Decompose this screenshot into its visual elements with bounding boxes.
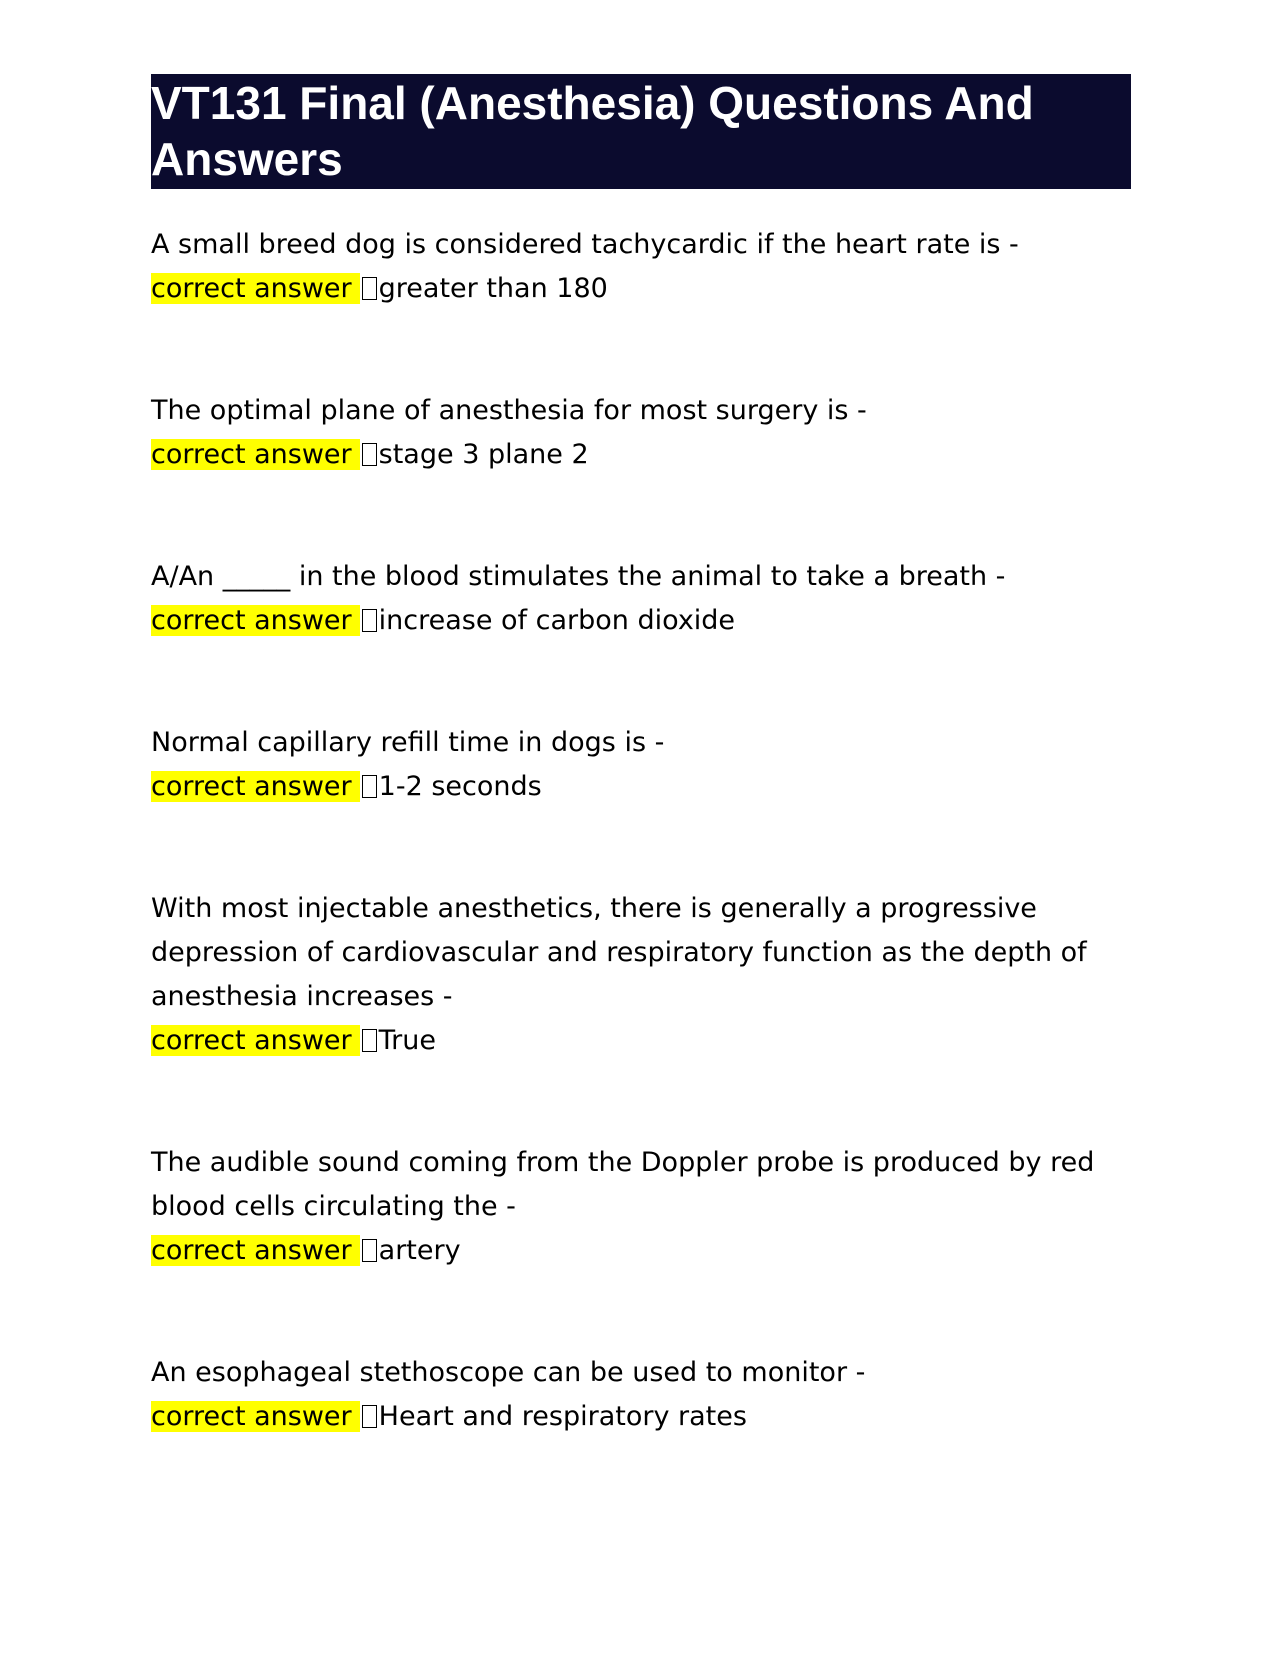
question-text: Normal capillary refill time in dogs is - <box>151 727 665 758</box>
document-title: VT131 Final (Anesthesia) Questions And Answers <box>151 74 1131 189</box>
box-glyph-icon <box>362 775 377 798</box>
document-body <box>151 74 1131 1517</box>
answer-line <box>151 765 1131 809</box>
correct-answer-label: correct answer <box>151 439 360 470</box>
question-text: An esophageal stethoscope can be used to monitor - <box>151 1357 866 1388</box>
box-glyph-icon <box>362 1239 377 1262</box>
question-text: A/An _____ in the blood stimulates the animal to take a breath - <box>151 561 1006 592</box>
qa-item <box>151 555 1131 643</box>
answer-line <box>151 599 1131 643</box>
box-glyph-icon <box>362 443 377 466</box>
answer-text: stage 3 plane 2 <box>378 439 589 470</box>
box-glyph-icon <box>362 1405 377 1428</box>
correct-answer-label: correct answer <box>151 771 360 802</box>
correct-answer-label: correct answer <box>151 605 360 636</box>
question-text: The audible sound coming from the Doppler probe is produced by red blood cells circulating the - <box>151 1147 1095 1222</box>
answer-text: increase of carbon dioxide <box>378 605 736 636</box>
box-glyph-icon <box>362 1029 377 1052</box>
answer-line <box>151 267 1131 311</box>
answer-line <box>151 433 1131 477</box>
qa-item <box>151 1141 1131 1273</box>
answer-text: artery <box>378 1235 461 1266</box>
correct-answer-label: correct answer <box>151 273 360 304</box>
answer-text: greater than 180 <box>378 273 608 304</box>
answer-text: True <box>378 1025 437 1056</box>
answer-text: Heart and respiratory rates <box>378 1401 747 1432</box>
qa-list <box>151 223 1131 1439</box>
question-text: The optimal plane of anesthesia for most surgery is - <box>151 395 867 426</box>
question-text: With most injectable anesthetics, there is generally a progressive depression of cardiovascular and respiratory function as the depth of anesthesia increases - <box>151 893 1087 1012</box>
answer-line <box>151 1229 1131 1273</box>
box-glyph-icon <box>362 277 377 300</box>
box-glyph-icon <box>362 609 377 632</box>
answer-line <box>151 1019 1131 1063</box>
qa-item <box>151 887 1131 1063</box>
qa-item <box>151 223 1131 311</box>
correct-answer-label: correct answer <box>151 1025 360 1056</box>
correct-answer-label: correct answer <box>151 1235 360 1266</box>
qa-item <box>151 721 1131 809</box>
answer-line <box>151 1395 1131 1439</box>
qa-item <box>151 389 1131 477</box>
correct-answer-label: correct answer <box>151 1401 360 1432</box>
answer-text: 1-2 seconds <box>378 771 542 802</box>
question-text: A small breed dog is considered tachycardic if the heart rate is - <box>151 229 1019 260</box>
qa-item <box>151 1351 1131 1439</box>
